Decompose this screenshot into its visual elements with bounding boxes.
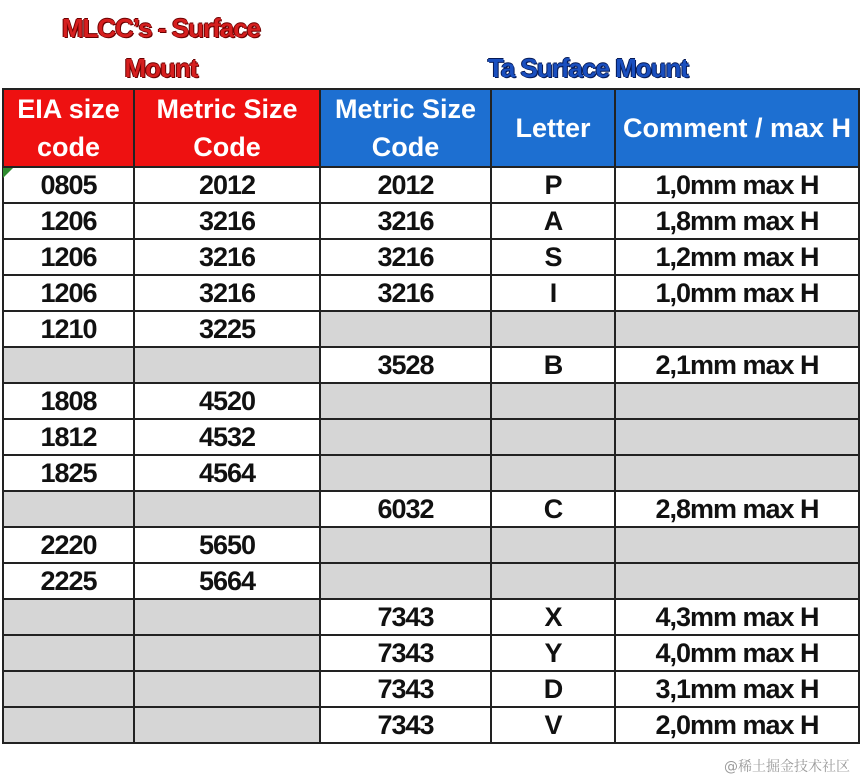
ta-title: Ta Surface Mount <box>487 53 689 83</box>
cell-letter <box>491 455 615 491</box>
cell-letter: Y <box>491 635 615 671</box>
table-row <box>3 491 859 527</box>
table-row <box>3 203 859 239</box>
cell-mlcc-metric-size-code: 5664 <box>134 563 320 599</box>
cell-ta-metric-size-code <box>320 563 491 599</box>
cell-mlcc-metric-size-code <box>134 671 320 707</box>
cell-eia-size-code: 1825 <box>3 455 134 491</box>
cell-mlcc-metric-size-code: 3216 <box>134 275 320 311</box>
cell-eia-size-code <box>3 599 134 635</box>
table-row <box>3 563 859 599</box>
table-row <box>3 239 859 275</box>
watermark: @稀土掘金技术社区 <box>724 759 850 775</box>
cell-letter <box>491 311 615 347</box>
cell-eia-size-code: 2225 <box>3 563 134 599</box>
cell-ta-metric-size-code <box>320 527 491 563</box>
cell-mlcc-metric-size-code: 3216 <box>134 203 320 239</box>
cell-mlcc-metric-size-code <box>134 635 320 671</box>
cell-ta-metric-size-code <box>320 419 491 455</box>
cell-mlcc-metric-size-code: 4564 <box>134 455 320 491</box>
size-code-table <box>2 88 860 744</box>
cell-eia-size-code: 1206 <box>3 239 134 275</box>
table-row <box>3 599 859 635</box>
header-comment-max-h: Comment / max H <box>615 89 859 167</box>
cell-eia-size-code: 2220 <box>3 527 134 563</box>
cell-comment <box>615 419 859 455</box>
table-row <box>3 707 859 743</box>
cell-mlcc-metric-size-code: 3225 <box>134 311 320 347</box>
cell-eia-size-code: 1206 <box>3 275 134 311</box>
cell-eia-size-code <box>3 491 134 527</box>
cell-ta-metric-size-code: 3216 <box>320 203 491 239</box>
cell-comment: 2,0mm max H <box>615 707 859 743</box>
table-row <box>3 635 859 671</box>
cell-letter: D <box>491 671 615 707</box>
header-ta-metric-size-code: Metric Size Code <box>320 89 491 167</box>
cell-letter: A <box>491 203 615 239</box>
cell-comment-marker <box>3 168 13 178</box>
cell-letter <box>491 563 615 599</box>
cell-ta-metric-size-code <box>320 383 491 419</box>
table-row <box>3 383 859 419</box>
cell-letter: I <box>491 275 615 311</box>
cell-mlcc-metric-size-code: 4520 <box>134 383 320 419</box>
cell-ta-metric-size-code: 2012 <box>320 167 491 203</box>
cell-mlcc-metric-size-code <box>134 707 320 743</box>
cell-eia-size-code: 1808 <box>3 383 134 419</box>
cell-ta-metric-size-code: 3528 <box>320 347 491 383</box>
table-row <box>3 311 859 347</box>
cell-comment: 2,8mm max H <box>615 491 859 527</box>
mlcc-title-line1: MLCC’s - Surface <box>61 13 261 43</box>
cell-eia-size-code <box>3 671 134 707</box>
mlcc-title-line2: Mount <box>124 53 198 83</box>
cell-letter: X <box>491 599 615 635</box>
table-row <box>3 275 859 311</box>
cell-ta-metric-size-code: 6032 <box>320 491 491 527</box>
cell-ta-metric-size-code <box>320 455 491 491</box>
cell-comment: 2,1mm max H <box>615 347 859 383</box>
cell-mlcc-metric-size-code: 3216 <box>134 239 320 275</box>
table-row <box>3 419 859 455</box>
cell-comment: 1,2mm max H <box>615 239 859 275</box>
cell-eia-size-code <box>3 347 134 383</box>
cell-comment: 3,1mm max H <box>615 671 859 707</box>
cell-letter <box>491 527 615 563</box>
cell-letter: V <box>491 707 615 743</box>
cell-comment <box>615 563 859 599</box>
cell-letter <box>491 419 615 455</box>
cell-eia-size-code <box>3 635 134 671</box>
cell-letter: B <box>491 347 615 383</box>
cell-comment: 1,0mm max H <box>615 167 859 203</box>
cell-ta-metric-size-code: 7343 <box>320 707 491 743</box>
cell-mlcc-metric-size-code <box>134 599 320 635</box>
cell-ta-metric-size-code: 7343 <box>320 635 491 671</box>
cell-letter <box>491 383 615 419</box>
cell-comment <box>615 455 859 491</box>
cell-eia-size-code: 1210 <box>3 311 134 347</box>
cell-mlcc-metric-size-code <box>134 347 320 383</box>
header-mlcc-metric-size-code: Metric Size Code <box>134 89 320 167</box>
cell-letter: S <box>491 239 615 275</box>
cell-ta-metric-size-code: 7343 <box>320 671 491 707</box>
cell-comment <box>615 383 859 419</box>
table-row <box>3 527 859 563</box>
cell-letter: C <box>491 491 615 527</box>
cell-mlcc-metric-size-code <box>134 491 320 527</box>
cell-eia-size-code <box>3 707 134 743</box>
cell-comment: 4,3mm max H <box>615 599 859 635</box>
cell-comment <box>615 311 859 347</box>
cell-comment: 1,0mm max H <box>615 275 859 311</box>
cell-letter: P <box>491 167 615 203</box>
header-row <box>3 89 859 167</box>
cell-mlcc-metric-size-code: 2012 <box>134 167 320 203</box>
cell-eia-size-code: 1206 <box>3 203 134 239</box>
mlcc-title <box>6 8 316 88</box>
cell-ta-metric-size-code <box>320 311 491 347</box>
cell-ta-metric-size-code: 3216 <box>320 275 491 311</box>
header-eia-size-code: EIA size code <box>3 89 134 167</box>
table-row <box>3 455 859 491</box>
cell-mlcc-metric-size-code: 5650 <box>134 527 320 563</box>
cell-eia-size-code: 1812 <box>3 419 134 455</box>
cell-eia-size-code: 0805 <box>3 167 134 203</box>
cell-ta-metric-size-code: 7343 <box>320 599 491 635</box>
cell-comment: 4,0mm max H <box>615 635 859 671</box>
table-row <box>3 347 859 383</box>
table-row <box>3 671 859 707</box>
cell-ta-metric-size-code: 3216 <box>320 239 491 275</box>
cell-comment <box>615 527 859 563</box>
cell-comment: 1,8mm max H <box>615 203 859 239</box>
header-letter: Letter <box>491 89 615 167</box>
table-row <box>3 167 859 203</box>
cell-mlcc-metric-size-code: 4532 <box>134 419 320 455</box>
